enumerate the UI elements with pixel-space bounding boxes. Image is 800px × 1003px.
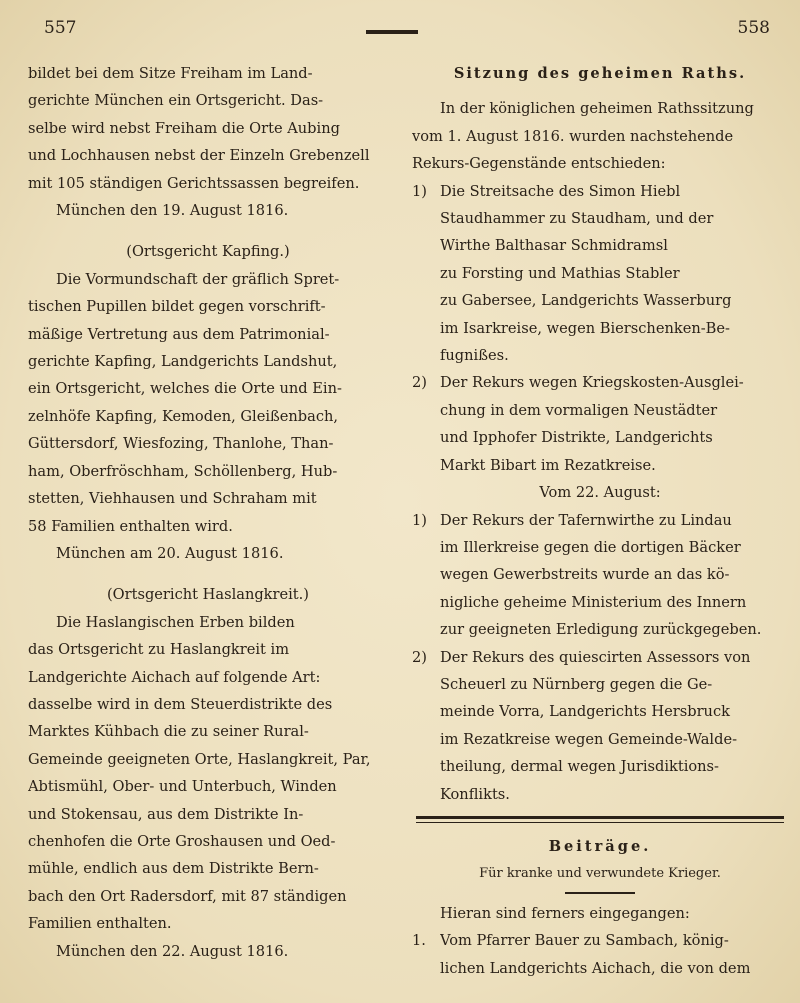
text-line: bildet bei dem Sitze Freiham im Land-	[28, 65, 313, 82]
text-line: Güttersdorf, Wiesfozing, Thanlohe, Than-	[28, 435, 334, 453]
text-line: vom 1. August 1816. wurden nachstehende	[412, 127, 734, 145]
item-number: 2)	[412, 374, 427, 392]
page-number-left: 557	[44, 18, 77, 38]
text-line: im Isarkreise, wegen Bierschenken-Be-	[440, 319, 730, 337]
list-item	[412, 644, 788, 808]
text-line: In der königlichen geheimen Rathssitzung	[440, 100, 754, 118]
header-rule	[366, 30, 418, 34]
text-line: Landgerichte Aichach auf folgende Art:	[28, 668, 321, 686]
text-line: Konflikts.	[440, 785, 510, 803]
text-line: chenhofen die Orte Groshausen und Oed-	[28, 832, 336, 850]
text-line: im Rezatkreise wegen Gemeinde-Walde-	[440, 730, 738, 748]
short-rule	[565, 892, 635, 894]
text-line: Staudhammer zu Staudham, und der	[440, 210, 714, 228]
text-line: theilung, dermal wegen Jurisdiktions-	[440, 758, 719, 776]
section-divider	[416, 816, 784, 823]
text-line: fugnißes.	[440, 347, 509, 365]
text-line: ham, Oberfröschham, Schöllenberg, Hub-	[28, 462, 338, 480]
text-line: ein Ortsgericht, welches die Orte und Ein-	[28, 380, 342, 398]
text-line: im Illerkreise gegen die dortigen Bäcker	[440, 538, 741, 556]
text-line: Scheuerl zu Nürnberg gegen die Ge-	[440, 675, 713, 693]
text-line: stetten, Viehhausen und Schraham mit	[28, 490, 317, 508]
list-item	[412, 927, 788, 982]
text-line: und Lochhausen nebst der Einzeln Grebenzell	[28, 147, 370, 165]
right-column	[412, 60, 788, 982]
text-line: Gemeinde geeigneten Orte, Haslangkreit, Par,	[28, 750, 371, 768]
dateline: München den 19. August 1816.	[56, 202, 289, 220]
text-line: Der Rekurs wegen Kriegskosten-Ausglei-	[440, 374, 744, 392]
text-line: mit 105 ständigen Gerichtssassen begreifen.	[28, 174, 360, 192]
page-number-right: 558	[737, 18, 770, 38]
text-line: und Ipphofer Distrikte, Landgerichts	[440, 429, 713, 447]
text-line: mäßige Vertretung aus dem Patrimonial-	[28, 325, 330, 343]
list-item	[412, 369, 788, 479]
text-line: Rekurs-Gegenstände entschieden:	[412, 155, 666, 173]
item-number: 1)	[412, 511, 427, 529]
text-line: mühle, endlich aus dem Distrikte Bern-	[28, 860, 319, 878]
text-line: nigliche geheime Ministerium des Innern	[440, 593, 747, 611]
text-line: lichen Landgerichts Aichach, die von dem	[440, 959, 751, 977]
text-line: dasselbe wird in dem Steuerdistrikte des	[28, 695, 333, 713]
text-line: wegen Gewerbstreits wurde an das kö-	[440, 566, 730, 584]
list-item	[412, 507, 788, 644]
text-line: Der Rekurs des quiescirten Assessors von	[440, 648, 751, 666]
text-line: Die Haslangischen Erben bilden	[56, 613, 295, 631]
item-number: 1)	[412, 182, 427, 200]
text-line: gerichte München ein Ortsgericht. Das-	[28, 92, 324, 110]
text-line: Hieran sind ferners eingegangen:	[440, 904, 690, 922]
text-line: zelnhöfe Kapfing, Kemoden, Gleißenbach,	[28, 407, 339, 425]
section-subtitle: Für kranke und verwundete Krieger.	[479, 866, 721, 882]
text-line: meinde Vorra, Landgerichts Hersbruck	[440, 703, 730, 721]
text-line: chung in dem vormaligen Neustädter	[440, 401, 718, 419]
text-line: Die Vormundschaft der gräflich Spret-	[56, 270, 340, 288]
section-heading: (Ortsgericht Kapfing.)	[126, 243, 290, 261]
text-line: Wirthe Balthasar Schmidramsl	[440, 237, 668, 255]
item-number: 1.	[412, 932, 426, 950]
text-line: das Ortsgericht zu Haslangkreit im	[28, 641, 290, 659]
text-line: Markt Bibart im Rezatkreise.	[440, 456, 656, 474]
left-column	[28, 60, 388, 965]
text-line: Abtismühl, Ober- und Unterbuch, Winden	[28, 778, 337, 796]
text-line: Vom Pfarrer Bauer zu Sambach, könig-	[440, 932, 729, 950]
text-line: selbe wird nebst Freiham die Orte Aubing	[28, 119, 340, 137]
text-line: Marktes Kühbach die zu seiner Rural-	[28, 723, 309, 741]
text-line: bach den Ort Radersdorf, mit 87 ständigen	[28, 887, 347, 905]
item-number: 2)	[412, 648, 427, 666]
text-line: Der Rekurs der Tafernwirthe zu Lindau	[440, 511, 732, 529]
section-title: Sitzung des geheimen Raths.	[453, 65, 747, 82]
text-line: tischen Pupillen bildet gegen vorschrift-	[28, 298, 326, 316]
text-line: Familien enthalten.	[28, 915, 172, 933]
list-item	[412, 178, 788, 370]
text-line: Die Streitsache des Simon Hiebl	[440, 182, 681, 200]
date-subheading: Vom 22. August:	[539, 484, 661, 502]
text-line: gerichte Kapfing, Landgerichts Landshut,	[28, 353, 338, 371]
dateline: München den 22. August 1816.	[56, 942, 289, 960]
text-line: zu Forsting und Mathias Stabler	[440, 264, 680, 282]
text-line: zur geeigneten Erledigung zurückgegeben.	[440, 621, 762, 639]
text-line: 58 Familien enthalten wird.	[28, 517, 233, 535]
section-title: Beiträge.	[548, 837, 652, 855]
section-heading: (Ortsgericht Haslangkreit.)	[106, 586, 310, 604]
text-line: zu Gabersee, Landgerichts Wasserburg	[440, 292, 732, 310]
dateline: München am 20. August 1816.	[56, 544, 284, 562]
text-line: und Stokensau, aus dem Distrikte In-	[28, 805, 304, 823]
